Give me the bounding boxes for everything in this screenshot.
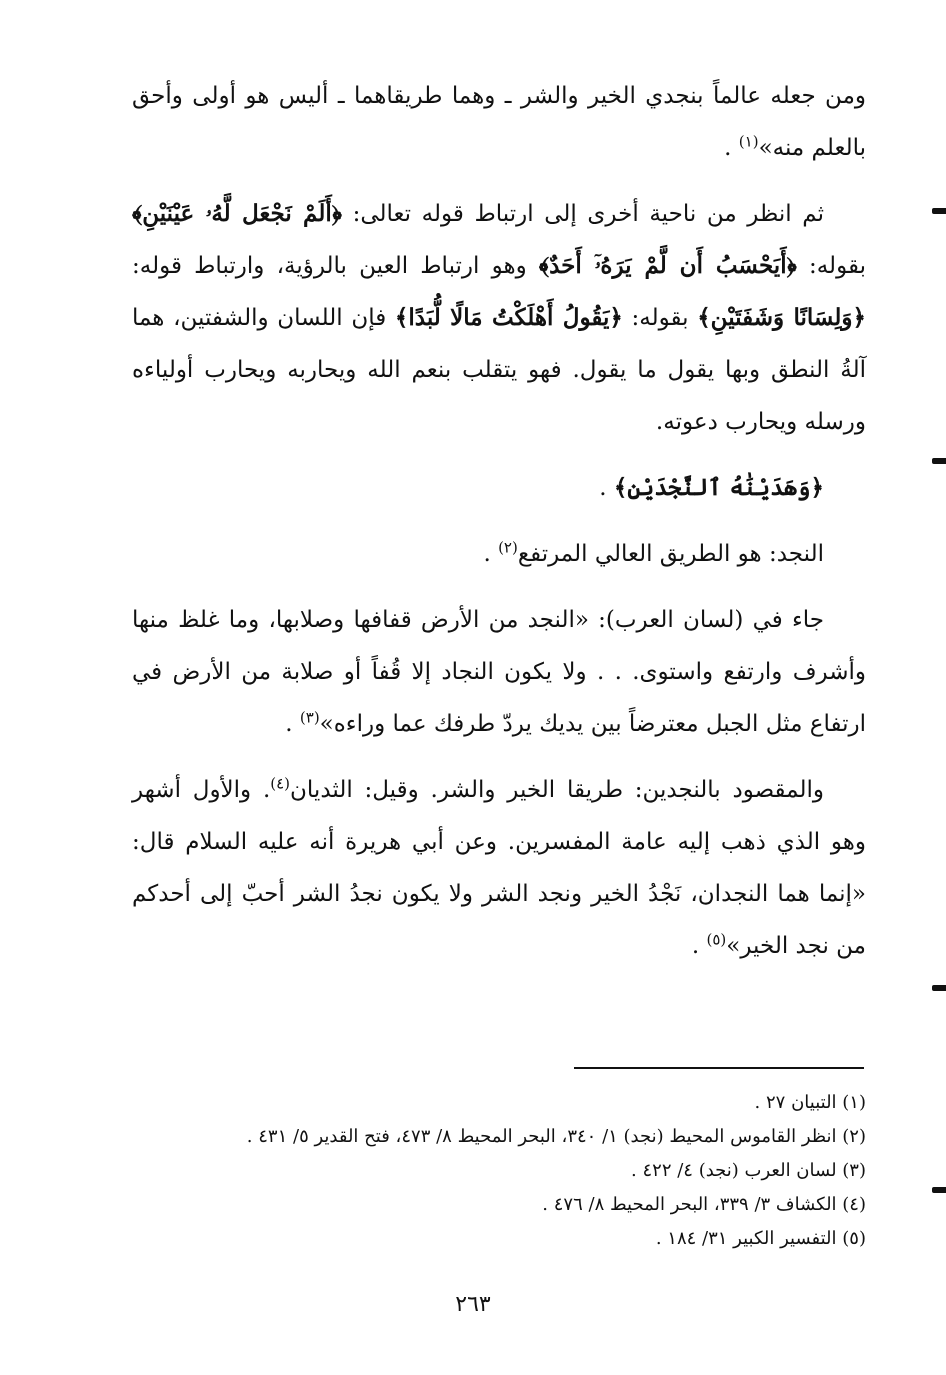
margin-mark [932, 1187, 946, 1193]
footnote-4: (٤) الكشاف ٣/ ٣٣٩، البحر المحيط ٨/ ٤٧٦ . [542, 1194, 866, 1215]
footnote-ref: (٤) [270, 774, 291, 793]
text-run: ثم انظر من ناحية أخرى إلى ارتباط قوله تعالى: [341, 201, 824, 227]
text-run: . [724, 135, 739, 161]
footnote-5: (٥) التفسير الكبير ٣١/ ١٨٤ . [655, 1228, 866, 1249]
margin-mark [932, 985, 946, 991]
main-text [132, 70, 866, 986]
text-run: ومن جعله عالماً بنجدي الخير والشر ـ وهما طريقاهما ـ أليس هو أولى وأحق بالعلم منه» [132, 83, 866, 161]
text-run: . [483, 541, 499, 567]
paragraph [132, 462, 866, 514]
text-run: . [285, 711, 300, 737]
text-run: والمقصود بالنجدين: طريقا الخير والشر. وقيل: الثديان [290, 777, 824, 803]
footnote-1: (١) التبيان ٢٧ . [754, 1092, 866, 1113]
paragraph [132, 188, 866, 448]
text-run: . والأول أشهر وهو الذي ذهب إليه عامة المفسرين. وعن أبي هريرة أنه عليه السلام قال: «إنما هما النجدان، نَجْدُ الخير ونجد الشر ولا يكون نجدُ الشر أحبّ إلى أحدكم من نجد الخير» [132, 777, 866, 959]
footnote-3: (٣) لسان العرب (نجد) ٤/ ٤٢٢ . [631, 1160, 866, 1181]
footnote-ref: (٥) [706, 930, 727, 949]
footnote-ref: (١) [738, 132, 759, 151]
quran-verse: ﴿يَقُولُ أَهْلَكْتُ مَالًا لُّبَدًا﴾ [394, 304, 623, 331]
margin-mark [932, 458, 946, 464]
text-run: بقوله: [796, 253, 866, 279]
text-run: بقوله: [622, 305, 698, 331]
page-number: ٢٦٣ [455, 1292, 491, 1317]
text-run: . [691, 933, 707, 959]
paragraph [132, 764, 866, 972]
footnote-ref: (٣) [299, 708, 320, 727]
paragraph [132, 528, 866, 580]
footnotes [132, 1086, 866, 1256]
quran-verse: ﴿وَلِسَانًا وَشَفَتَيْنِ﴾ [697, 304, 866, 331]
text-run: جاء في (لسان العرب): «النجد من الأرض قفافها وصلابها، وما غلظ منها وأشرف وارتفع واستوى. . . ولا يكون النجاد إلا قُفاً أو صلابة من الأرض في ارتفاع مثل الجبل معترضاً بين يديك يردّ طرفك عما وراءه» [132, 607, 866, 737]
text-run: النجد: هو الطريق العالي المرتفع [517, 541, 824, 567]
quran-verse: ﴿أَيَحْسَبُ أَن لَّمْ يَرَهُۥٓ أَحَدٌ﴾ [538, 252, 797, 279]
quran-verse: ﴿وَهَدَيْنَٰهُ ٱلنَّجْدَيْنِ﴾ [613, 474, 824, 501]
text-run: . [599, 475, 614, 501]
footnote-separator [574, 1067, 864, 1069]
text-run: فإن اللسان والشفتين، هما آلةُ النطق وبها يقول ما يقول. فهو يتقلب بنعم الله ويحاربه ويحارب أولياءه ورسله ويحارب دعوته. [132, 305, 866, 435]
footnote-ref: (٢) [498, 538, 518, 557]
quran-verse: ﴿أَلَمْ نَجْعَل لَّهُۥ عَيْنَيْنِ﴾ [132, 200, 342, 227]
margin-mark [932, 208, 946, 214]
footnote-2: (٢) انظر القاموس المحيط (نجد) ١/ ٣٤٠، البحر المحيط ٨/ ٤٧٣، فتح القدير ٥/ ٤٣١ . [246, 1126, 866, 1147]
paragraph [132, 70, 866, 174]
text-run: وهو ارتباط العين بالرؤية، وارتباط قوله: [132, 253, 539, 279]
paragraph [132, 594, 866, 750]
